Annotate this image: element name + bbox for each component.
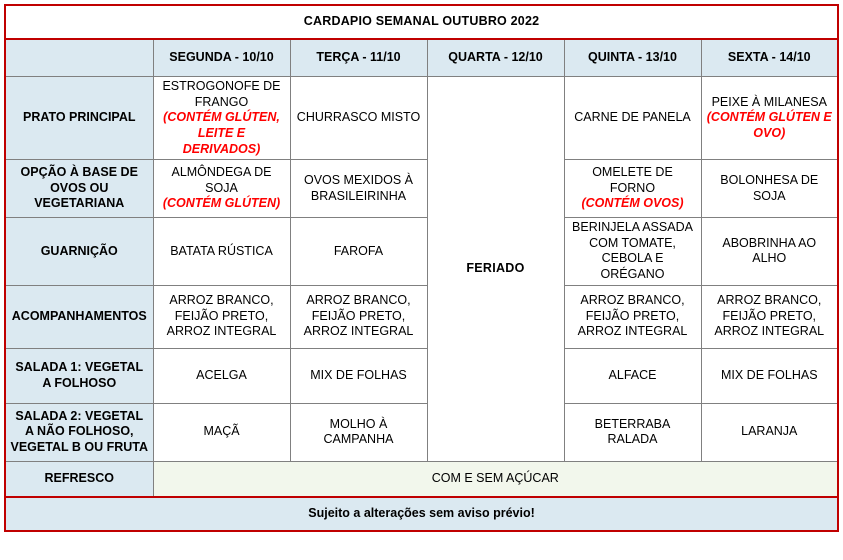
cell-guarnicao-quinta <box>564 218 701 286</box>
row-label-salada-2: SALADA 2: VEGETAL A NÃO FOLHOSO, VEGETAL B OU FRUTA <box>5 403 153 461</box>
cell-text: ARROZ BRANCO, FEIJÃO PRETO, ARROZ INTEGRAL <box>577 293 688 339</box>
cell-text: ACELGA <box>196 367 247 382</box>
cell-text: MIX DE FOLHAS <box>720 367 818 382</box>
cell-salada1-quinta <box>564 348 701 403</box>
column-header-quarta: QUARTA - 12/10 <box>427 39 564 77</box>
cell-guarnicao-segunda <box>153 218 290 286</box>
cell-text: BATATA RÚSTICA <box>170 243 273 258</box>
table-row <box>5 218 838 286</box>
cell-text: ESTROGONOFE DE FRANGO <box>162 79 281 109</box>
cell-refresco-week: COM E SEM AÇÚCAR <box>153 461 838 497</box>
refresco-row <box>5 461 838 497</box>
weekly-menu-table <box>4 4 839 532</box>
corner-header <box>5 39 153 77</box>
cell-guarnicao-terca <box>290 218 427 286</box>
cell-text: ARROZ BRANCO, FEIJÃO PRETO, ARROZ INTEGRAL <box>166 293 277 339</box>
row-label-guarnicao: GUARNIÇÃO <box>5 218 153 286</box>
allergen-note: (CONTÉM GLÚTEN, LEITE E DERIVADOS) <box>163 110 280 156</box>
cell-text: MIX DE FOLHAS <box>310 367 407 382</box>
cell-salada1-segunda <box>153 348 290 403</box>
row-label-opcao-ovos-vegetariana: OPÇÃO À BASE DE OVOS OU VEGETARIANA <box>5 160 153 218</box>
table-row <box>5 160 838 218</box>
allergen-note: (CONTÉM OVOS) <box>581 196 684 211</box>
cell-guarnicao-sexta <box>701 218 838 286</box>
cell-text: ALMÔNDEGA DE SOJA <box>171 165 272 195</box>
table-row <box>5 285 838 348</box>
title-row <box>5 5 838 39</box>
cell-text: PEIXE À MILANESA <box>711 94 827 109</box>
allergen-note: (CONTÉM GLÚTEN E OVO) <box>706 110 832 140</box>
header-row <box>5 39 838 77</box>
allergen-note: (CONTÉM GLÚTEN) <box>162 196 281 211</box>
row-label-acompanhamentos: ACOMPANHAMENTOS <box>5 285 153 348</box>
cell-text: MOLHO À CAMPANHA <box>323 416 394 447</box>
footer-note: Sujeito a alterações sem aviso prévio! <box>5 497 838 531</box>
cell-text: ABOBRINHA AO ALHO <box>722 235 817 266</box>
cell-acompanhamentos-sexta <box>701 285 838 348</box>
column-header-terca: TERÇA - 11/10 <box>290 39 427 77</box>
cell-text: ARROZ BRANCO, FEIJÃO PRETO, ARROZ INTEGRAL <box>714 293 825 339</box>
cell-opcao-sexta <box>701 160 838 218</box>
cell-opcao-terca <box>290 160 427 218</box>
cell-salada2-segunda <box>153 403 290 461</box>
cell-salada1-terca <box>290 348 427 403</box>
cell-text: BOLONHESA DE SOJA <box>720 173 819 203</box>
cell-prato-principal-sexta <box>701 77 838 160</box>
row-label-salada-1: SALADA 1: VEGETAL A FOLHOSO <box>5 348 153 403</box>
cell-acompanhamentos-quinta <box>564 285 701 348</box>
cell-text: BERINJELA ASSADA COM TOMATE, CEBOLA E ORÉGANO <box>572 220 693 281</box>
page-title: CARDAPIO SEMANAL OUTUBRO 2022 <box>5 5 838 39</box>
column-header-segunda: SEGUNDA - 10/10 <box>153 39 290 77</box>
holiday-cell: FERIADO <box>427 77 564 462</box>
cell-prato-principal-segunda <box>153 77 290 160</box>
cell-salada1-sexta <box>701 348 838 403</box>
column-header-quinta: QUINTA - 13/10 <box>564 39 701 77</box>
cell-salada2-sexta <box>701 403 838 461</box>
cell-text: ALFACE <box>608 367 657 382</box>
table-row <box>5 77 838 160</box>
cell-text: OVOS MEXIDOS À BRASILEIRINHA <box>303 173 414 203</box>
cell-text: CARNE DE PANELA <box>574 110 691 125</box>
cell-text: MAÇÃ <box>203 424 240 439</box>
row-label-refresco: REFRESCO <box>5 461 153 497</box>
cell-acompanhamentos-terca <box>290 285 427 348</box>
cell-text: LARANJA <box>741 424 798 439</box>
cell-acompanhamentos-segunda <box>153 285 290 348</box>
footer-row <box>5 497 838 531</box>
cell-prato-principal-terca <box>290 77 427 160</box>
cell-text: FAROFA <box>333 243 384 258</box>
column-header-sexta: SEXTA - 14/10 <box>701 39 838 77</box>
cell-salada2-quinta <box>564 403 701 461</box>
cell-prato-principal-quinta <box>564 77 701 160</box>
cell-text: CHURRASCO MISTO <box>296 110 421 125</box>
table-row <box>5 403 838 461</box>
cell-text: ARROZ BRANCO, FEIJÃO PRETO, ARROZ INTEGRAL <box>303 293 414 339</box>
cell-opcao-segunda <box>153 160 290 218</box>
cell-opcao-quinta <box>564 160 701 218</box>
cell-salada2-terca <box>290 403 427 461</box>
cell-text: BETERRABA RALADA <box>594 416 671 447</box>
table-row <box>5 348 838 403</box>
row-label-prato-principal: PRATO PRINCIPAL <box>5 77 153 160</box>
cell-text: OMELETE DE FORNO <box>592 165 673 195</box>
